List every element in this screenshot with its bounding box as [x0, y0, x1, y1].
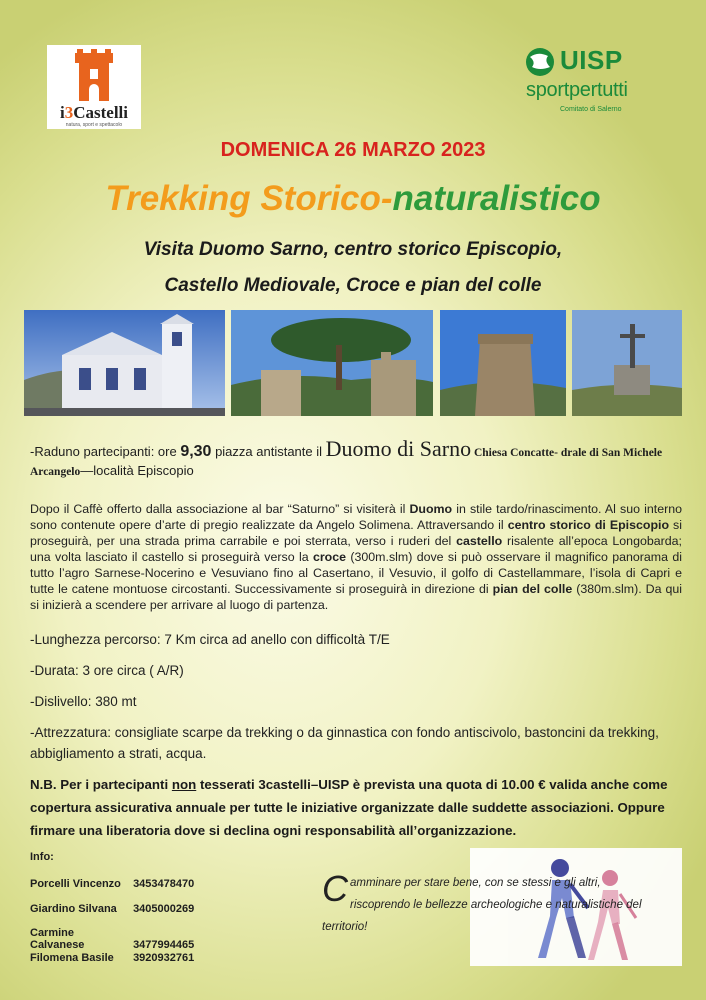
uisp-brand: UISP — [560, 45, 623, 75]
uisp-logo — [524, 45, 654, 125]
elevation-gain: -Dislivello: 380 mt — [30, 694, 137, 709]
tour-description: Dopo il Caffè offerto dalla associazione al bar “Saturno” si visiterà il Duomo in stile tardo/rinascimento. Al suo interno sono contenute opere d’arte di pregio realizzate da Angelo Solimena. Attraversando il centro storico di Episcopio si proseguirà, per una strada prima carrabile e poi sterrata, verso i ruderi del castello risalente all’epoca Longobarda; una volta lasciato il castello si proseguirà verso la croce (300m.slm) dove si può osservare il magnifico panorama di tutto l’agro Sarnese-Nocerino e Vesuviano fino al Casertano, il Vesuvio, il golfo di Castellammare, l’isola di Capri e tutte le catene montuose circostanti. Successivamente si proseguirà in direzione di pian del colle (380m.slm). Da qui si inizierà a scendere per arrivare al luogo di partenza. — [30, 502, 682, 612]
castle-tower-icon — [75, 49, 113, 101]
logo-left-name: i3Castelli — [59, 103, 128, 122]
contact-item: Giardino Silvana 3405000269 — [30, 903, 195, 915]
info-label: Info: — [30, 851, 54, 863]
subtitle-line-2: Castello Mediovale, Croce e pian del colle — [164, 275, 542, 296]
contact-item: Filomena Basile 3920932761 — [30, 952, 195, 964]
uisp-comitato: Comitato di Salerno — [560, 106, 622, 113]
logo-left-tagline: natura, sport e spettacolo — [65, 122, 123, 128]
i3castelli-logo — [47, 45, 141, 129]
route-length: -Lunghezza percorso: 7 Km circa ad anello con difficoltà T/E — [30, 632, 390, 647]
uisp-sub: sportpertutti — [526, 79, 628, 101]
uisp-globe-icon — [524, 47, 556, 77]
contact-item: Porcelli Vincenzo 3453478470 — [30, 878, 195, 890]
contact-item: Carmine Calvanese 3477994465 — [30, 927, 195, 951]
photo-cross — [572, 310, 682, 416]
subtitle-line-1: Visita Duomo Sarno, centro storico Episcopio, — [143, 239, 563, 260]
event-title: Trekking Storico-naturalistico — [105, 179, 601, 218]
motto-quote: Camminare per stare bene, con se stessi e gli altri, riscoprendo le bellezze archeologiche e naturalistiche del territorio! — [322, 868, 642, 933]
photo-duomo-sarno — [24, 310, 225, 416]
equipment: -Attrezzatura: consigliate scarpe da trekking o da ginnastica con fondo antiscivolo, bastoncini da trekking, abbigliamento a strati, acqua. — [30, 725, 659, 761]
duration: -Durata: 3 ore circa ( A/R) — [30, 663, 184, 678]
event-date: DOMENICA 26 MARZO 2023 — [220, 139, 486, 161]
insurance-note: N.B. Per i partecipanti non tesserati 3castelli–UISP è prevista una quota di 10.00 € valida anche come copertura assicurativa annuale per tutte le iniziative organizzate dalle suddette associazioni. Oppure firmare una liberatoria dove si declina ogni responsabilità all’organizzazione. — [30, 777, 668, 838]
photo-castello — [231, 310, 433, 416]
photo-tower — [440, 310, 566, 416]
meeting-point: -Raduno partecipanti: ore 9,30 piazza antistante il Duomo di Sarno Chiesa Concatte- drale di San Michele Arcangelo—località Episcopio — [30, 436, 663, 478]
